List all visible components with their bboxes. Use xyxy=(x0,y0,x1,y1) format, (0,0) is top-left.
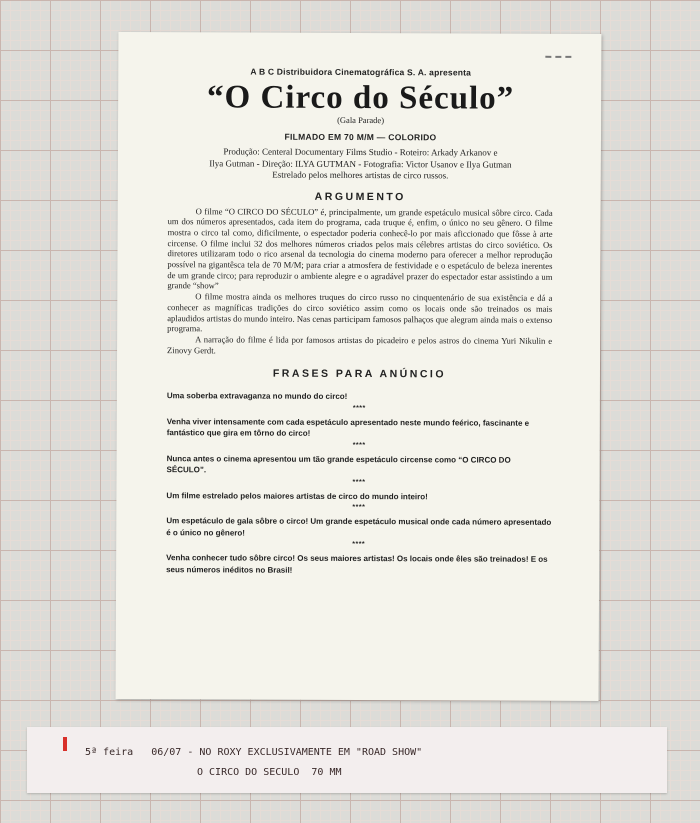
credits-line: Estrelado pelos melhores artistas de circo russos. xyxy=(272,169,449,181)
argument-heading: ARGUMENTO xyxy=(314,190,406,203)
stars-separator: **** xyxy=(352,541,366,549)
argument-paragraph: O filme “O CIRCO DO SÉCULO” é, principalmente, um grande espetáculo musical sôbre circo. Cada um dos números apresentados, cada item do programa, cada truque é, enfim, o único no seu gênero. O filme mostra o circo tal como, dificilmente, o espectador poderia conhecê-lo por mais aficcionado que fôsse à arte circense. O filme inclui 32 dos melhores números criados pelos mais célebres artistas do circo soviético. Os diretores utilizaram todo o rico arsenal da tecnologia do cinema moderno para oferecer a melhor reprodução possível na gigantêsca tela de 70 M/M; para criar a atmosfera de festividade e o espetáculo de beleza inerentes de um grande circo; para reproduzir o ambiente alegre e o agradável prazer do espectador estar assistindo a um grande “show” xyxy=(167,205,553,291)
phrases-heading: FRASES PARA ANÚNCIO xyxy=(272,367,447,381)
ad-phrase: Nunca antes o cinema apresentou um tão grande espetáculo circense como “O CIRCO DO SÉCULO”. xyxy=(166,454,511,475)
corner-mark xyxy=(545,56,571,61)
stars-separator: **** xyxy=(352,478,366,486)
strip-date-line: 5ª feira 06/07 - NO ROXY EXCLUSIVAMENTE EM "ROAD SHOW" xyxy=(85,747,423,758)
film-subtitle: (Gala Parade) xyxy=(337,114,385,126)
presenter-line: A B C Distribuidora Cinematográfica S. A. apresenta xyxy=(250,66,472,78)
credits-line: Ilya Gutman - Direção: ILYA GUTMAN - Fotografia: Victor Usanov e Ilya Gutman xyxy=(209,157,512,170)
strip-title-line: O CIRCO DO SECULO 70 MM xyxy=(197,767,342,778)
press-sheet xyxy=(116,32,602,701)
film-title: “O Circo do Século” xyxy=(207,79,515,117)
stars-separator: **** xyxy=(352,504,366,512)
credits-line: Produção: Centeral Documentary Films Studio - Roteiro: Arkady Arkanov e xyxy=(223,146,498,158)
ad-phrase: Venha conhecer tudo sôbre circo! Os seus maiores artistas! Os locais onde êles são treinados! E os seus números inéditos no Brasil! xyxy=(166,553,548,575)
ad-phrase: Um filme estrelado pelos maiores artistas de circo do mundo inteiro! xyxy=(166,491,428,502)
argument-paragraph: A narração do filme é lida por famosos artistas do picadeiro e pelos astros do cinema Yuri Nikulin e Zinovy Gerdt. xyxy=(167,334,553,356)
red-ink-mark xyxy=(63,737,67,751)
credits-block xyxy=(168,146,553,182)
stars-separator: **** xyxy=(352,441,366,449)
film-format: FILMADO EM 70 M/M — COLORIDO xyxy=(284,131,437,143)
stars-separator: **** xyxy=(352,404,366,412)
ad-phrase: Um espetáculo de gala sôbre o circo! Um grande espetáculo musical onde cada número apresentado é o único no gênero! xyxy=(166,516,552,538)
ad-phrase: Venha viver intensamente com cada espetáculo apresentado neste mundo feérico, fascinante e fantástico que gira em tôrno do circo! xyxy=(166,417,530,439)
ad-phrase: Uma soberba extravaganza no mundo do circo! xyxy=(166,391,348,402)
typed-label-strip xyxy=(27,727,667,793)
argument-paragraph: O filme mostra ainda os melhores truques do circo russo no cinquentenário de sua existência e dá a conhecer as magníficas tradições do circo soviético assim como os locais onde são treinados os mais aplaudidos artistas do mundo inteiro. Nas cenas participam famosos palhaços que alegram ainda mais o extenso programa. xyxy=(167,291,553,334)
